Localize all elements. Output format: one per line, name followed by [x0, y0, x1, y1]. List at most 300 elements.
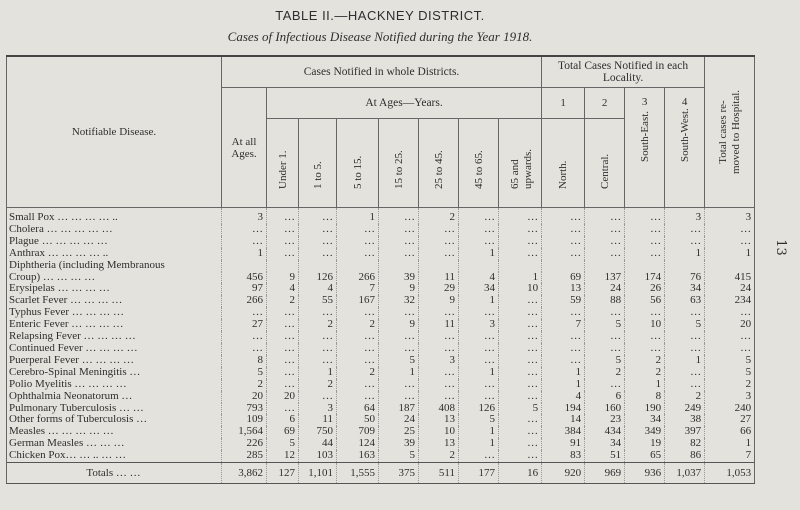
- table-cell: …: [379, 379, 419, 391]
- table-cell: …: [299, 307, 337, 319]
- header-locality-4: [665, 88, 705, 208]
- table-cell: …: [705, 224, 755, 236]
- table-cell: …: [337, 224, 379, 236]
- table-cell: …: [299, 236, 337, 248]
- table-cell: 1: [222, 248, 267, 260]
- table-cell: …: [299, 208, 337, 224]
- table-row: [7, 414, 755, 426]
- table-cell: 50: [337, 414, 379, 426]
- table-row: [7, 391, 755, 403]
- table-cell: 1: [459, 295, 499, 307]
- disease-name: Plague … … … … …: [7, 236, 222, 248]
- table-cell: [625, 260, 665, 272]
- table-cell: 13: [419, 414, 459, 426]
- table-cell: …: [665, 367, 705, 379]
- table-cell: …: [222, 331, 267, 343]
- table-cell: …: [499, 224, 542, 236]
- table-cell: 7: [705, 450, 755, 462]
- table-cell: 51: [585, 450, 625, 462]
- table-cell: 1,053: [705, 463, 755, 484]
- table-cell: 69: [267, 426, 299, 438]
- table-cell: 249: [665, 403, 705, 415]
- table-cell: 66: [705, 426, 755, 438]
- table-cell: 65: [625, 450, 665, 462]
- table-cell: …: [379, 307, 419, 319]
- table-cell: …: [542, 331, 585, 343]
- table-cell: …: [542, 236, 585, 248]
- table-cell: 234: [705, 295, 755, 307]
- table-cell: …: [499, 208, 542, 224]
- table-cell: …: [585, 224, 625, 236]
- table-cell: 39: [379, 272, 419, 284]
- table-cell: 163: [337, 450, 379, 462]
- table-cell: …: [267, 248, 299, 260]
- disease-name: German Measles … … …: [7, 438, 222, 450]
- table-cell: …: [499, 391, 542, 403]
- table-cell: …: [499, 414, 542, 426]
- table-cell: …: [267, 379, 299, 391]
- table-cell: …: [459, 236, 499, 248]
- table-cell: …: [542, 208, 585, 224]
- table-cell: 1,037: [665, 463, 705, 484]
- table-cell: 511: [419, 463, 459, 484]
- table-cell: …: [222, 236, 267, 248]
- table-cell: 27: [222, 319, 267, 331]
- table-cell: 969: [585, 463, 625, 484]
- table-cell: 709: [337, 426, 379, 438]
- table-cell: 1,555: [337, 463, 379, 484]
- table-cell: 3: [705, 391, 755, 403]
- table-cell: …: [499, 426, 542, 438]
- header-all-ages: At all Ages.: [222, 88, 267, 208]
- table-cell: …: [665, 331, 705, 343]
- table-cell: 1: [665, 248, 705, 260]
- table-cell: [337, 260, 379, 272]
- header-locality-central: Central.: [585, 119, 625, 208]
- table-row: [7, 367, 755, 379]
- table-cell: 3: [459, 319, 499, 331]
- table-cell: 7: [542, 319, 585, 331]
- table-cell: …: [625, 208, 665, 224]
- table-cell: 1: [459, 438, 499, 450]
- table-cell: …: [499, 331, 542, 343]
- table-cell: …: [542, 307, 585, 319]
- table-cell: …: [337, 391, 379, 403]
- table-cell: …: [379, 331, 419, 343]
- disease-name: Relapsing Fever … … … …: [7, 331, 222, 343]
- header-at-ages: At Ages—Years.: [267, 88, 542, 119]
- header-locality-3: [625, 88, 665, 208]
- table-cell: 88: [585, 295, 625, 307]
- disease-name: Cerebro-Spinal Meningitis …: [7, 367, 222, 379]
- header-locality-south-east: South-East.: [638, 110, 651, 162]
- table-cell: …: [705, 307, 755, 319]
- table-cell: 9: [379, 319, 419, 331]
- table-cell: 13: [542, 283, 585, 295]
- table-cell: 10: [419, 426, 459, 438]
- table-cell: 3: [705, 208, 755, 224]
- table-cell: 23: [585, 414, 625, 426]
- table-cell: 34: [665, 283, 705, 295]
- table-cell: 16: [499, 463, 542, 484]
- table-cell: [419, 260, 459, 272]
- table-cell: 4: [299, 283, 337, 295]
- disease-name: Polio Myelitis … … … …: [7, 379, 222, 391]
- table-cell: 226: [222, 438, 267, 450]
- header-age-25-45: 25 to 45.: [419, 119, 459, 208]
- header-hospital: [705, 56, 755, 208]
- table-row: [7, 319, 755, 331]
- table-cell: …: [459, 208, 499, 224]
- table-cell: 2: [299, 379, 337, 391]
- table-cell: 434: [585, 426, 625, 438]
- table-cell: 5: [665, 319, 705, 331]
- table-cell: …: [379, 248, 419, 260]
- table-cell: 1: [499, 272, 542, 284]
- table-cell: …: [459, 343, 499, 355]
- table-cell: 63: [665, 295, 705, 307]
- table-cell: …: [419, 248, 459, 260]
- table-cell: …: [299, 355, 337, 367]
- disease-name: Ophthalmia Neonatorum …: [7, 391, 222, 403]
- table-cell: 4: [542, 391, 585, 403]
- table-cell: …: [299, 224, 337, 236]
- table-cell: …: [542, 343, 585, 355]
- table-cell: …: [665, 343, 705, 355]
- table-cell: 2: [337, 319, 379, 331]
- table-cell: …: [267, 208, 299, 224]
- header-hospital-line2: moved to Hospital.: [729, 89, 742, 175]
- header-total-locality: Total Cases Notified in each Locality.: [542, 56, 705, 88]
- table-cell: 91: [542, 438, 585, 450]
- table-cell: 1: [299, 367, 337, 379]
- table-row: [7, 236, 755, 248]
- disease-name: Other forms of Tuberculosis …: [7, 414, 222, 426]
- table-cell: …: [625, 236, 665, 248]
- table-cell: …: [705, 236, 755, 248]
- table-cell: 27: [705, 414, 755, 426]
- table-cell: …: [625, 307, 665, 319]
- table-cell: 124: [337, 438, 379, 450]
- table-cell: …: [585, 248, 625, 260]
- table-cell: 109: [222, 414, 267, 426]
- table-cell: 397: [665, 426, 705, 438]
- table-cell: 11: [419, 272, 459, 284]
- table-cell: …: [222, 224, 267, 236]
- table-cell: 5: [267, 438, 299, 450]
- table-cell: 29: [419, 283, 459, 295]
- disease-name: Cholera … … … … …: [7, 224, 222, 236]
- table-cell: 32: [379, 295, 419, 307]
- table-row: [7, 438, 755, 450]
- table-body: [7, 208, 755, 484]
- table-cell: [542, 260, 585, 272]
- table-cell: [705, 260, 755, 272]
- table-cell: 167: [337, 295, 379, 307]
- table-cell: …: [459, 450, 499, 462]
- table-cell: 24: [585, 283, 625, 295]
- table-cell: …: [459, 355, 499, 367]
- table-cell: …: [459, 307, 499, 319]
- table-cell: …: [299, 391, 337, 403]
- header-locality-north: North.: [542, 119, 585, 208]
- table-cell: …: [459, 391, 499, 403]
- disease-name: Scarlet Fever … … … …: [7, 295, 222, 307]
- table-cell: 3: [665, 208, 705, 224]
- table-cell: 10: [499, 283, 542, 295]
- table-cell: 34: [459, 283, 499, 295]
- table-cell: …: [499, 379, 542, 391]
- table-cell: 384: [542, 426, 585, 438]
- table-row: [7, 379, 755, 391]
- table-cell: 25: [379, 426, 419, 438]
- table-cell: …: [337, 355, 379, 367]
- header-age-under-1: Under 1.: [267, 119, 299, 208]
- table-cell: …: [499, 319, 542, 331]
- table-cell: …: [585, 331, 625, 343]
- table-cell: …: [222, 343, 267, 355]
- table-cell: 86: [665, 450, 705, 462]
- table-cell: 76: [665, 272, 705, 284]
- table-cell: 190: [625, 403, 665, 415]
- table-cell: 103: [299, 450, 337, 462]
- table-cell: 2: [299, 319, 337, 331]
- table-cell: 1: [542, 379, 585, 391]
- table-cell: 3: [299, 403, 337, 415]
- table-cell: 6: [267, 414, 299, 426]
- header-age-65-line2: upwards.: [521, 148, 534, 189]
- table-cell: …: [499, 343, 542, 355]
- table-cell: …: [267, 236, 299, 248]
- table-cell: …: [665, 236, 705, 248]
- table-cell: 2: [222, 379, 267, 391]
- table-cell: 1: [625, 379, 665, 391]
- table-cell: 5: [705, 355, 755, 367]
- table-cell: …: [542, 355, 585, 367]
- table-cell: 20: [267, 391, 299, 403]
- disease-name: Puerperal Fever … … … …: [7, 355, 222, 367]
- table-cell: 3,862: [222, 463, 267, 484]
- table-cell: 26: [625, 283, 665, 295]
- disease-name: Typhus Fever … … … …: [7, 307, 222, 319]
- table-cell: …: [299, 343, 337, 355]
- table-cell: 936: [625, 463, 665, 484]
- table-cell: 2: [625, 367, 665, 379]
- table-cell: …: [705, 331, 755, 343]
- table-row: [7, 450, 755, 462]
- header-age-5-15: 5 to 15.: [337, 119, 379, 208]
- table-cell: 2: [585, 367, 625, 379]
- table-cell: 1: [542, 367, 585, 379]
- table-cell: …: [499, 248, 542, 260]
- table-cell: …: [419, 367, 459, 379]
- disease-name: Pulmonary Tuberculosis … …: [7, 403, 222, 415]
- table-cell: 5: [379, 355, 419, 367]
- header-notifiable-disease: Notifiable Disease.: [7, 56, 222, 208]
- table-cell: …: [499, 295, 542, 307]
- table-cell: [222, 260, 267, 272]
- table-cell: …: [337, 343, 379, 355]
- table-cell: 9: [419, 295, 459, 307]
- disease-name: Measles … … … … …: [7, 426, 222, 438]
- header-age-65-line1: 65 and: [508, 159, 521, 189]
- table-cell: …: [625, 343, 665, 355]
- table-cell: 177: [459, 463, 499, 484]
- table-row: [7, 307, 755, 319]
- table-cell: …: [459, 331, 499, 343]
- table-cell: …: [419, 331, 459, 343]
- table-cell: 19: [625, 438, 665, 450]
- table-title: TABLE II.—HACKNEY DISTRICT.: [275, 8, 485, 23]
- table-cell: 2: [625, 355, 665, 367]
- table-cell: 83: [542, 450, 585, 462]
- table-cell: 750: [299, 426, 337, 438]
- table-cell: …: [267, 367, 299, 379]
- table-cell: 1,101: [299, 463, 337, 484]
- header-age-1-5: 1 to 5.: [299, 119, 337, 208]
- header-locality-2: 2: [585, 88, 625, 119]
- table-cell: 64: [337, 403, 379, 415]
- table-cell: …: [379, 236, 419, 248]
- table-cell: …: [337, 307, 379, 319]
- table-row: [7, 343, 755, 355]
- table-cell: 97: [222, 283, 267, 295]
- header-age-15-25: 15 to 25.: [379, 119, 419, 208]
- table-cell: 59: [542, 295, 585, 307]
- disease-name: Diphtheria (including Membranous: [7, 260, 222, 272]
- table-cell: …: [267, 403, 299, 415]
- table-cell: …: [499, 236, 542, 248]
- table-cell: 349: [625, 426, 665, 438]
- table-row: [7, 224, 755, 236]
- table-cell: …: [542, 248, 585, 260]
- table-cell: …: [267, 224, 299, 236]
- table-row: [7, 283, 755, 295]
- table-cell: 5: [379, 450, 419, 462]
- table-row: [7, 295, 755, 307]
- table-cell: …: [267, 343, 299, 355]
- table-cell: 8: [222, 355, 267, 367]
- table-cell: 82: [665, 438, 705, 450]
- table-cell: …: [499, 438, 542, 450]
- table-cell: 11: [419, 319, 459, 331]
- table-cell: 44: [299, 438, 337, 450]
- table-cell: 38: [665, 414, 705, 426]
- table-cell: …: [222, 307, 267, 319]
- table-cell: 34: [625, 414, 665, 426]
- disease-name: Croup) … … … …: [7, 272, 222, 284]
- table-cell: [499, 260, 542, 272]
- table-cell: 266: [337, 272, 379, 284]
- table-cell: …: [499, 367, 542, 379]
- table-cell: 5: [705, 367, 755, 379]
- table-cell: …: [267, 319, 299, 331]
- header-locality-1: 1: [542, 88, 585, 119]
- table-cell: 7: [337, 283, 379, 295]
- table-cell: …: [459, 379, 499, 391]
- table-cell: …: [585, 236, 625, 248]
- table-cell: 375: [379, 463, 419, 484]
- table-cell: …: [299, 331, 337, 343]
- table-cell: [299, 260, 337, 272]
- header-age-45-65: 45 to 65.: [459, 119, 499, 208]
- table-cell: 12: [267, 450, 299, 462]
- header-locality-4-number: 4: [681, 96, 688, 108]
- disease-name: Small Pox … … … … ..: [7, 208, 222, 224]
- header-age-65-upwards: [499, 119, 542, 208]
- table-cell: 4: [459, 272, 499, 284]
- table-cell: [267, 260, 299, 272]
- table-cell: 1: [459, 248, 499, 260]
- table-cell: …: [459, 224, 499, 236]
- table-subtitle: Cases of Infectious Disease Notified during the Year 1918.: [227, 29, 533, 44]
- table-cell: [459, 260, 499, 272]
- table-cell: …: [625, 224, 665, 236]
- table-cell: 160: [585, 403, 625, 415]
- table-cell: …: [337, 379, 379, 391]
- totals-row: [7, 463, 755, 484]
- table-cell: [665, 260, 705, 272]
- table-cell: 127: [267, 463, 299, 484]
- table-cell: 2: [337, 367, 379, 379]
- table-cell: …: [665, 307, 705, 319]
- table-row: [7, 248, 755, 260]
- table-cell: 137: [585, 272, 625, 284]
- table-cell: 456: [222, 272, 267, 284]
- table-cell: 126: [299, 272, 337, 284]
- table-cell: …: [379, 224, 419, 236]
- table-cell: 187: [379, 403, 419, 415]
- table-cell: …: [625, 331, 665, 343]
- table-cell: …: [419, 224, 459, 236]
- table-cell: 1: [459, 367, 499, 379]
- table-cell: [585, 260, 625, 272]
- table-cell: 69: [542, 272, 585, 284]
- table-cell: …: [267, 355, 299, 367]
- table-cell: 266: [222, 295, 267, 307]
- table-cell: 126: [459, 403, 499, 415]
- table-cell: 5: [459, 414, 499, 426]
- table-cell: …: [705, 343, 755, 355]
- table-cell: 9: [379, 283, 419, 295]
- header-hospital-line1: Total cases re-: [716, 100, 729, 164]
- disease-name: Erysipelas … … … …: [7, 283, 222, 295]
- table-cell: …: [337, 331, 379, 343]
- table-cell: …: [267, 331, 299, 343]
- table-cell: …: [379, 391, 419, 403]
- table-cell: …: [379, 343, 419, 355]
- table-cell: 2: [419, 450, 459, 462]
- table-cell: 56: [625, 295, 665, 307]
- table-cell: …: [499, 450, 542, 462]
- table-cell: …: [665, 379, 705, 391]
- table-cell: …: [337, 236, 379, 248]
- table-cell: 9: [267, 272, 299, 284]
- disease-name: Continued Fever … … … …: [7, 343, 222, 355]
- table-cell: …: [419, 307, 459, 319]
- table-cell: …: [542, 224, 585, 236]
- table-cell: 793: [222, 403, 267, 415]
- table-cell: 4: [267, 283, 299, 295]
- table-cell: 8: [625, 391, 665, 403]
- table-cell: 1: [379, 367, 419, 379]
- table-row: [7, 331, 755, 343]
- table-cell: …: [419, 236, 459, 248]
- infectious-disease-table: [6, 55, 755, 484]
- table-cell: 34: [585, 438, 625, 450]
- table-cell: 14: [542, 414, 585, 426]
- table-row: [7, 355, 755, 367]
